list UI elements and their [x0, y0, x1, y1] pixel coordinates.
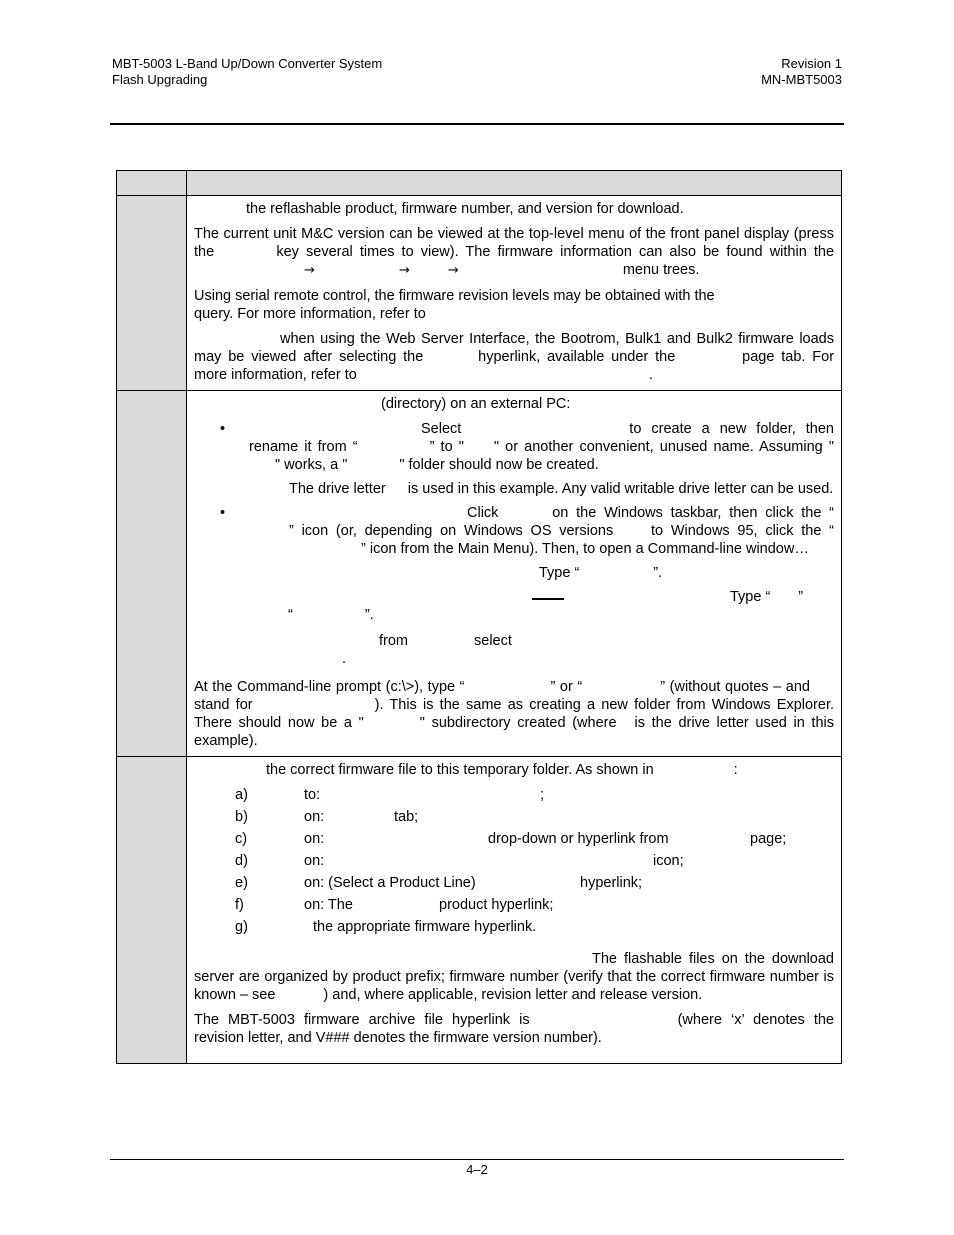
list-text: on: (Select a Product Line) — [304, 875, 476, 891]
list-item — [194, 874, 834, 896]
list-label: g) — [235, 919, 248, 935]
text: : — [733, 762, 738, 778]
text: select — [474, 633, 512, 649]
chapter-title: Flash Upgrading — [112, 72, 208, 87]
text: Using serial remote control, the firmware revision levels may be obtained with the — [194, 288, 715, 304]
text — [288, 606, 374, 624]
list-text: product hyperlink; — [439, 897, 554, 913]
list-label: f) — [235, 897, 244, 913]
text: and — [785, 679, 810, 695]
revision-label: Revision 1 — [781, 56, 842, 71]
list-label: a) — [235, 787, 248, 803]
substep — [194, 630, 834, 672]
text: ”. — [364, 607, 374, 623]
note-text — [194, 480, 834, 498]
text: server are organized by product prefix; firmware number (verify that the correct firmware number is known – see — [194, 969, 834, 1003]
page-header-right — [761, 56, 842, 88]
text: Select — [421, 421, 462, 437]
page-number: 4–2 — [466, 1162, 488, 1177]
table-row — [117, 391, 842, 757]
text: Click — [467, 505, 499, 521]
list-item — [194, 896, 834, 918]
text: ” (without quotes – — [660, 679, 782, 695]
list-text: on: — [304, 831, 325, 847]
text: from — [379, 633, 408, 649]
list-item — [194, 808, 834, 830]
procedure-column-header — [187, 171, 842, 196]
step1-paragraph-2 — [194, 225, 834, 280]
ordered-list — [194, 786, 834, 940]
text: (directory) on an external PC: — [381, 396, 571, 412]
text: is used in this example. Any valid writable drive letter can be used. — [407, 481, 834, 497]
text: key several times to view). The firmware information can also be found within the — [276, 244, 835, 260]
bullet-item — [194, 420, 834, 474]
text: to Windows 95, click the “ — [651, 523, 834, 539]
step3-paragraph-2 — [194, 1011, 834, 1047]
text: ”. — [653, 565, 663, 581]
list-text: page; — [750, 831, 787, 847]
text: ) and, where applicable, revision letter and release version. — [323, 987, 703, 1003]
text: ” or “ — [550, 679, 583, 695]
list-text: on: — [304, 853, 325, 869]
text: ” icon from the Main Menu). Then, to open a Command-line window… — [361, 541, 809, 557]
list-label: b) — [235, 809, 248, 825]
list-label: d) — [235, 853, 248, 869]
text: ” to " — [429, 439, 464, 455]
text: " or another convenient, unused name. Assuming " — [493, 439, 834, 455]
text: ” — [798, 589, 804, 605]
list-text: to: — [304, 787, 321, 803]
text: " folder should now be created. — [399, 457, 599, 473]
list-text: the appropriate firmware hyperlink. — [313, 919, 537, 935]
list-text: on: — [304, 809, 325, 825]
bullet-item — [194, 504, 834, 558]
table-header-row — [117, 171, 842, 196]
table-row — [117, 757, 842, 1064]
step-column-header — [117, 171, 187, 196]
text: " subdirectory created (where — [419, 715, 617, 731]
list-text: drop-down or hyperlink from — [488, 831, 669, 847]
arrow-right-icon: → — [398, 263, 410, 278]
text: stand for — [194, 697, 253, 713]
procedure-cell — [187, 196, 842, 391]
step-number-cell — [117, 757, 187, 1064]
list-text: icon; — [653, 853, 684, 869]
list-text: ; — [540, 787, 545, 803]
document-title: MBT-5003 L-Band Up/Down Converter System — [112, 56, 383, 71]
text: to create a new folder, then rename it from “ — [249, 421, 834, 455]
step3-intro — [194, 761, 834, 779]
step2-intro — [194, 395, 834, 413]
page-header-left — [112, 56, 382, 88]
footer-rule — [110, 1159, 844, 1160]
list-item — [194, 852, 834, 874]
list-item — [194, 786, 834, 808]
list-text: hyperlink; — [580, 875, 643, 891]
step2-command-paragraph — [194, 678, 834, 750]
procedure-cell — [187, 391, 842, 757]
text: (where ‘x’ denotes the revision letter, and V### denotes the firmware version number). — [194, 1012, 834, 1046]
text: " works, a " — [275, 457, 348, 473]
step1-paragraph-4 — [194, 330, 834, 384]
document-number: MN-MBT5003 — [761, 72, 842, 87]
list-text: on: The — [304, 897, 353, 913]
text: the correct firmware file to this temporary folder. As shown in — [266, 762, 654, 778]
step-number-cell — [117, 391, 187, 757]
text: The current unit M&C version can be viewed at the top-level menu of the front panel display (press the — [194, 226, 834, 260]
text: . — [648, 367, 653, 383]
procedure-table — [116, 170, 842, 1064]
step1-paragraph-3 — [194, 287, 834, 323]
text — [730, 588, 803, 606]
text: page — [742, 349, 775, 365]
step-number-cell — [117, 196, 187, 391]
bullet-icon: • — [220, 505, 226, 521]
text: Type “ — [730, 589, 771, 605]
list-item — [194, 918, 834, 940]
text: At the Command-line prompt (c:\>), type “ — [194, 679, 465, 695]
text: The MBT-5003 firmware archive file hyperlink is — [194, 1012, 530, 1028]
text: on the Windows taskbar, then click the “ — [552, 505, 834, 521]
text: ” icon (or, depending on Windows OS versions — [289, 523, 614, 539]
text: menu trees. — [622, 262, 700, 278]
text: Type “ — [539, 565, 580, 581]
header-rule — [110, 123, 844, 125]
substep — [194, 588, 834, 624]
arrow-right-icon: → — [447, 263, 459, 278]
text: “ — [288, 607, 293, 623]
bullet-icon: • — [220, 421, 226, 437]
table-row — [117, 196, 842, 391]
underline-blank — [532, 598, 564, 600]
text: hyperlink, available under the — [478, 349, 676, 365]
list-label: e) — [235, 875, 248, 891]
text: when using the Web Server Interface, the Bootrom, Bulk1 and Bulk2 firmware loads may be viewed after selecting the — [194, 331, 834, 365]
list-text: tab; — [394, 809, 419, 825]
text: is the drive letter used in this example). — [194, 715, 834, 749]
step3-paragraph-1 — [194, 950, 834, 1004]
procedure-cell — [187, 757, 842, 1064]
text: . — [342, 651, 347, 667]
text: The drive letter — [289, 481, 386, 497]
step1-intro — [194, 200, 834, 218]
substep — [194, 564, 834, 582]
text: The flashable files on the download — [592, 951, 834, 967]
text: ). This is the same as creating a new folder from Windows Explorer. There should now be a " — [194, 697, 835, 731]
arrow-right-icon: → — [304, 263, 315, 278]
text: query. For more information, refer to — [194, 306, 426, 322]
list-item — [194, 830, 834, 852]
list-label: c) — [235, 831, 248, 847]
text: tab. For more information, refer to — [194, 349, 835, 383]
text: the reflashable product, firmware number, and version for download. — [246, 201, 684, 217]
